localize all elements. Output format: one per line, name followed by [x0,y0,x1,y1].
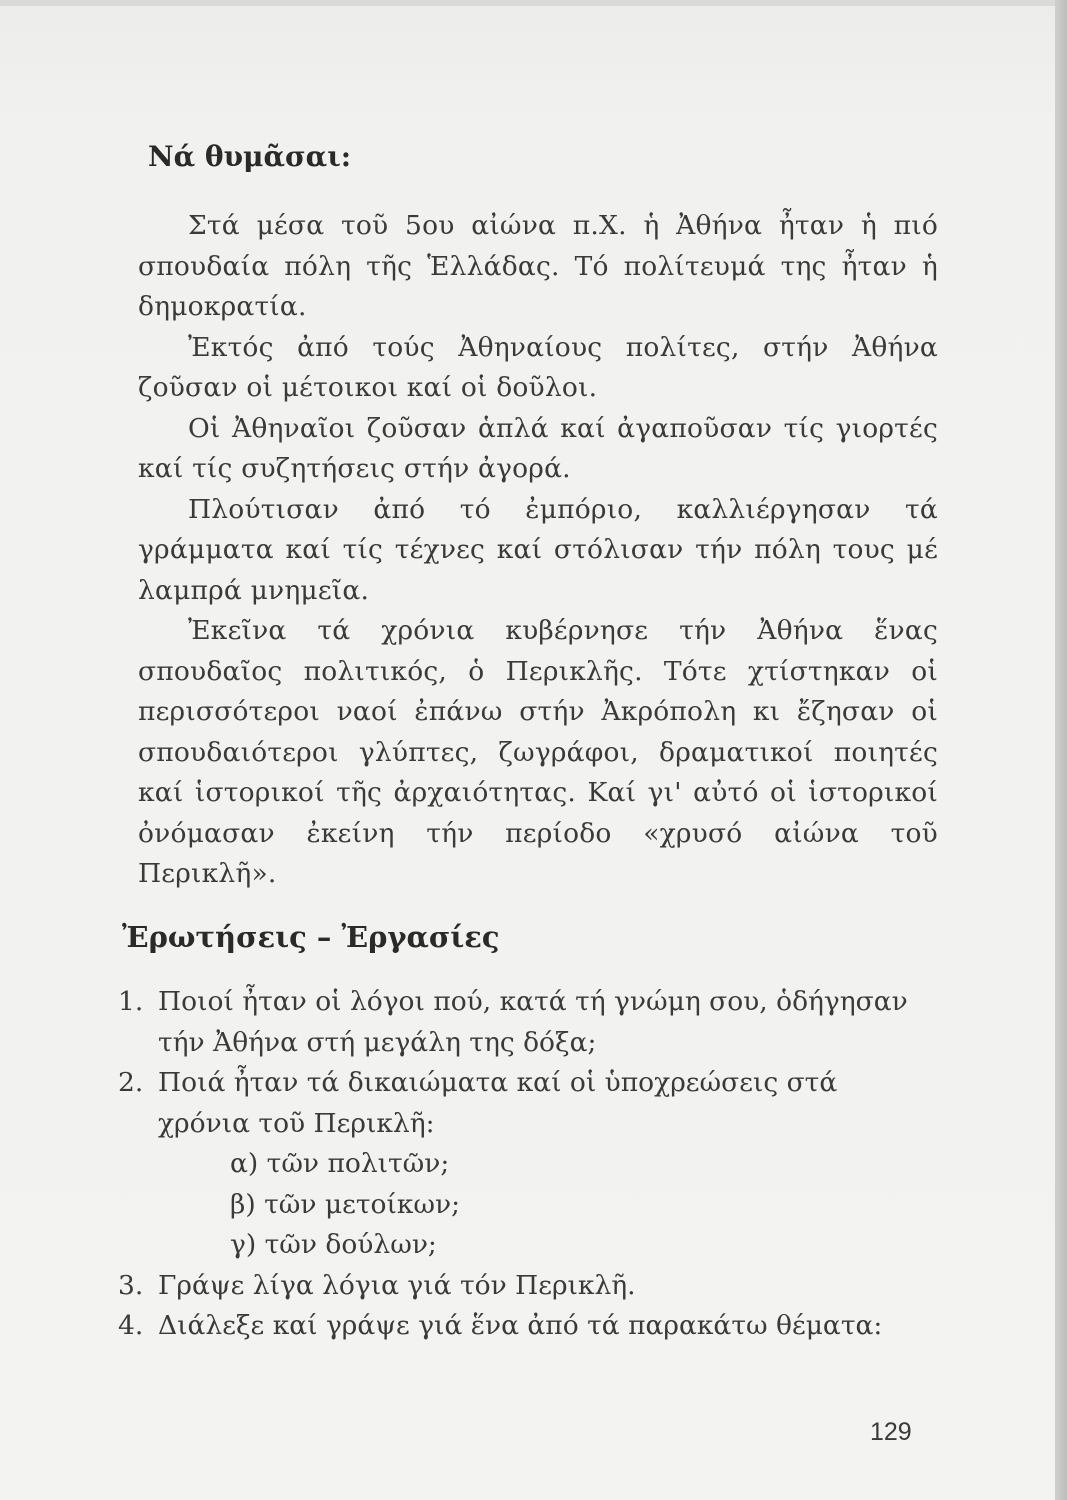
question-item [118,1266,908,1307]
question-number: 2. [118,1067,144,1098]
question-number: 3. [118,1269,144,1301]
paragraph: Ἐκεῖνα τά χρόνια κυβέρνησε τήν Ἀθήνα ἕνας σπουδαῖος πολιτικός, ὁ Περικλῆς. Τότε χτίστηκαν οἱ περισσότεροι ναοί ἐπάνω στήν Ἀκρόπολη κι ἔζησαν οἱ σπουδαιότεροι γλύπτες, ζωγράφοι, δραματικοί ποιητές καί ἱστορικοί τῆς ἀρχαιότητας. Καί γι' αὐτό οἱ ἱστορικοί ὀνόμασαν ἐκείνη τήν περίοδο «χρυσό αἰώνα τοῦ Περικλῆ». [138,615,938,889]
sub-items [230,1144,908,1266]
sub-item: β) τῶν μετοίκων; [230,1188,461,1220]
question-text: Διάλεξε καί γράψε γιά ἕνα ἀπό τά παρακάτω θέματα: [158,1310,883,1341]
question-item [118,982,908,1063]
page-number: 129 [870,1418,912,1446]
question-number: 4. [118,1310,144,1341]
question-item [118,1063,908,1144]
sub-item: α) τῶν πολιτῶν; [230,1148,450,1179]
question-text: Γράψε λίγα λόγια γιά τόν Περικλῆ. [158,1269,636,1301]
paragraph: Ἐκτός ἀπό τούς Ἀθηναίους πολίτες, στήν Ἀθήνα ζοῦσαν οἱ μέτοικοι καί οἱ δοῦλοι. [138,331,938,403]
questions-heading: Ἐρωτήσεις – Ἐργασίες [122,920,500,954]
page-binding-edge [1055,0,1067,1500]
questions-list [118,982,908,1347]
remember-heading: Νά θυμᾶσαι: [148,140,352,173]
remember-body [138,206,938,895]
question-number: 1. [118,986,144,1017]
sub-item: γ) τῶν δούλων; [230,1229,437,1260]
paragraph: Πλούτισαν ἀπό τό ἐμπόριο, καλλιέργησαν τά γράμματα καί τίς τέχνες καί στόλισαν τήν πόλη τους μέ λαμπρά μνημεῖα. [138,493,938,606]
question-item [118,1306,908,1347]
paragraph: Στά μέσα τοῦ 5ου αἰώνα π.Χ. ἡ Ἀθήνα ἦταν ἡ πιό σπουδαία πόλη τῆς Ἑλλάδας. Τό πολίτευμά της ἦταν ἡ δημοκρατία. [138,210,938,322]
question-text: Ποιοί ἦταν οἱ λόγοι πού, κατά τή γνώμη σου, ὁδήγησαν τήν Ἀθήνα στή μεγάλη της δόξα; [158,986,908,1058]
page-top-edge [0,0,1067,6]
paragraph: Οἱ Ἀθηναῖοι ζοῦσαν ἁπλά καί ἀγαποῦσαν τίς γιορτές καί τίς συζητήσεις στήν ἀγορά. [138,412,938,484]
question-text: Ποιά ἦταν τά δικαιώματα καί οἱ ὑποχρεώσεις στά χρόνια τοῦ Περικλῆ: [158,1067,838,1139]
